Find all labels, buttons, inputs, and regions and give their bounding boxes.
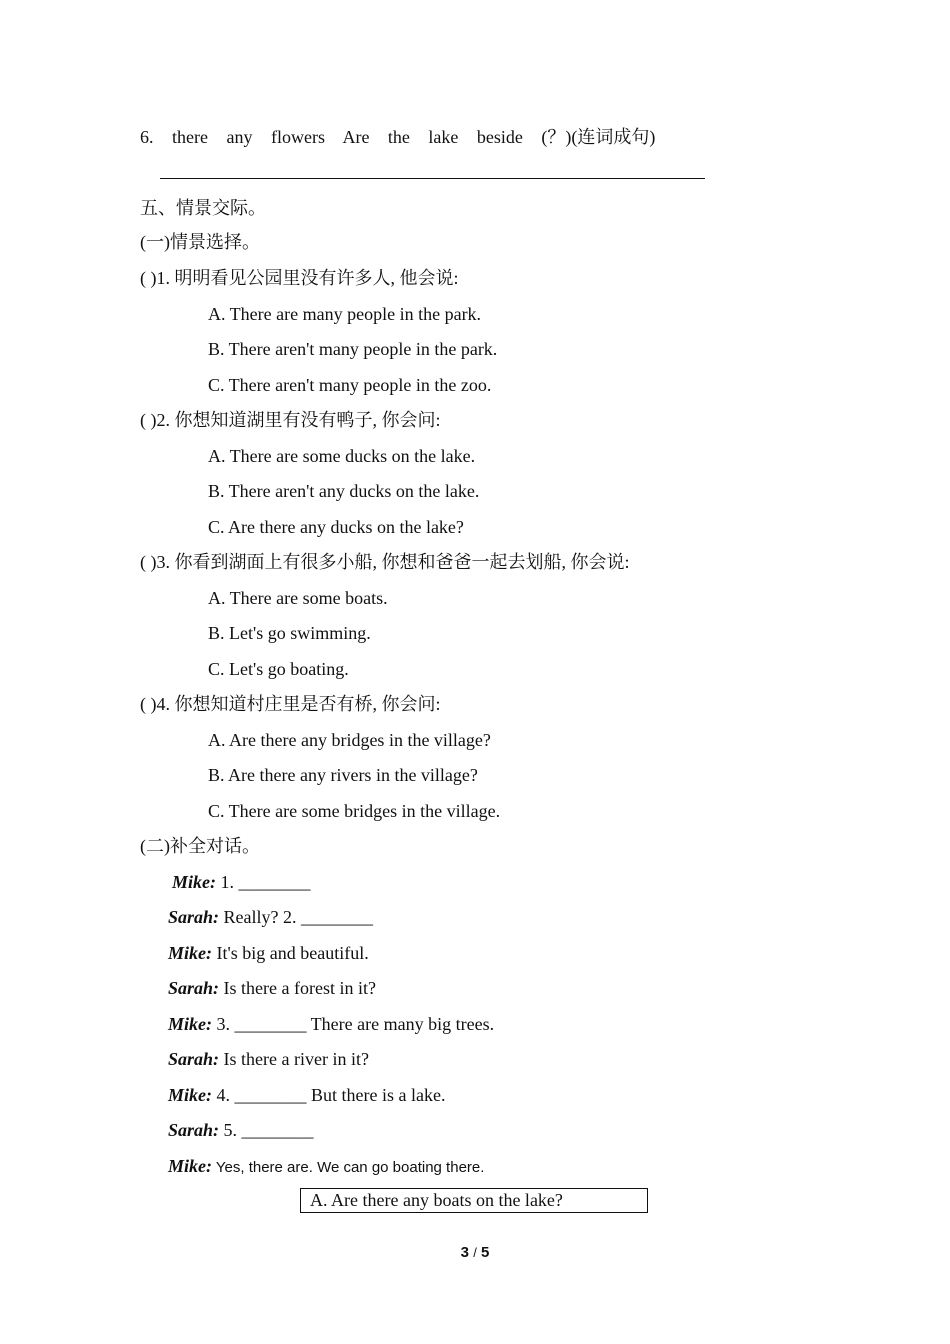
question-stem: ( )4. 你想知道村庄里是否有桥, 你会问:: [140, 694, 441, 714]
speaker-name: Mike:: [168, 1156, 212, 1176]
part-1-title: (一)情景选择。: [140, 232, 260, 252]
dialogue-text: 1. ________: [216, 872, 311, 892]
dialogue-line: [172, 871, 311, 893]
speaker-name: Mike:: [168, 1014, 212, 1034]
speaker-name: Mike:: [168, 943, 212, 963]
option-a: A. There are some boats.: [208, 588, 388, 608]
dialogue-text: Yes, there are. We can go boating there.: [212, 1159, 485, 1176]
option-b: B. Are there any rivers in the village?: [208, 765, 478, 785]
question-stem: ( )3. 你看到湖面上有很多小船, 你想和爸爸一起去划船, 你会说:: [140, 552, 630, 572]
speaker-name: Sarah:: [168, 978, 220, 998]
option-b: B. There aren't any ducks on the lake.: [208, 481, 480, 501]
current-page: 3: [460, 1244, 470, 1261]
question-stem: ( )1. 明明看见公园里没有许多人, 他会说:: [140, 268, 459, 288]
dialogue-line: [168, 942, 369, 964]
page-separator: /: [473, 1245, 477, 1260]
option-b: B. There aren't many people in the park.: [208, 339, 498, 359]
dialogue-text: It's big and beautiful.: [212, 943, 369, 963]
part-2-title: (二)补全对话。: [140, 836, 260, 856]
option-c: C. There are some bridges in the village.: [208, 801, 501, 821]
speaker-name: Sarah:: [168, 907, 220, 927]
speaker-name: Sarah:: [168, 1120, 220, 1140]
dialogue-line: [168, 1119, 314, 1141]
dialogue-text: Is there a river in it?: [219, 1049, 369, 1069]
option-c: C. Are there any ducks on the lake?: [208, 517, 464, 537]
speaker-name: Mike:: [168, 1085, 212, 1105]
dialogue-line: [168, 1155, 484, 1179]
answer-line: [160, 178, 705, 179]
dialogue-text: 3. ________ There are many big trees.: [212, 1014, 495, 1034]
dialogue-text: 4. ________ But there is a lake.: [212, 1085, 446, 1105]
page-indicator: [0, 1244, 950, 1261]
option-c: C. Let's go boating.: [208, 659, 349, 679]
option-a: A. There are some ducks on the lake.: [208, 446, 476, 466]
total-pages: 5: [480, 1244, 490, 1261]
dialogue-line: [168, 1013, 494, 1035]
option-a: A. Are there any bridges in the village?: [208, 730, 491, 750]
speaker-name: Sarah:: [168, 1049, 220, 1069]
dialogue-text: 5. ________: [219, 1120, 314, 1140]
option-b: B. Let's go swimming.: [208, 623, 371, 643]
dialogue-line: [168, 1084, 445, 1106]
speaker-name: Mike:: [172, 872, 216, 892]
option-a: A. There are many people in the park.: [208, 304, 482, 324]
question-6-text: 6. there any flowers Are the lake beside (？)(连词成句): [140, 127, 656, 147]
question-stem: ( )2. 你想知道湖里有没有鸭子, 你会问:: [140, 410, 441, 430]
dialogue-line: [168, 906, 373, 928]
dialogue-text: Really? 2. ________: [219, 907, 374, 927]
dialogue-line: [168, 1048, 369, 1070]
option-box: A. Are there any boats on the lake?: [300, 1188, 648, 1213]
option-c: C. There aren't many people in the zoo.: [208, 375, 492, 395]
dialogue-line: [168, 977, 376, 999]
section-5-title: 五、情景交际。: [140, 198, 266, 218]
dialogue-text: Is there a forest in it?: [219, 978, 376, 998]
